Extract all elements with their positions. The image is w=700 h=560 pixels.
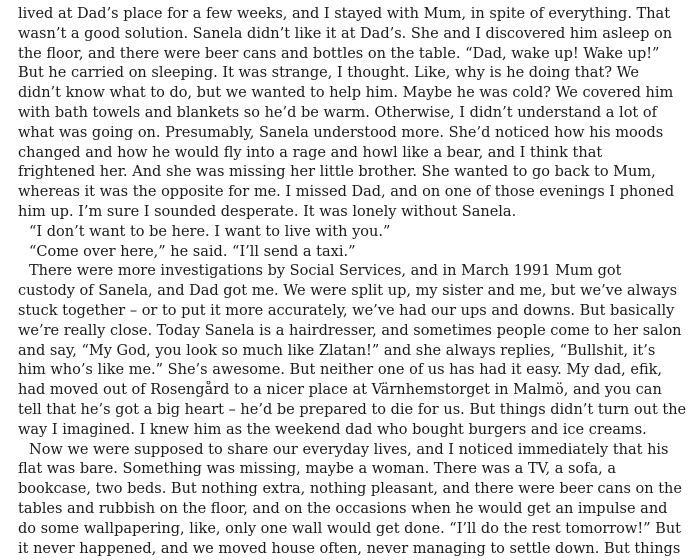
text-line: But he carried on sleeping. It was strange, I thought. Like, why is he doing that? We (18, 65, 639, 82)
text-line: what was going on. Presumably, Sanela understood more. She’d noticed how his moods (18, 124, 664, 141)
text-line: whereas it was the opposite for me. I missed Dad, and on one of those evenings I phoned (18, 184, 675, 201)
text-line: had moved out of Rosengård to a nicer place at Värnhemstorget in Malmö, and you can (18, 382, 662, 399)
text-line: tables and rubbish on the floor, and on the occasions when he would get an impulse and (18, 500, 668, 517)
text-line: lived at Dad’s place for a few weeks, and I stayed with Mum, in spite of everything. That (18, 6, 671, 22)
text-line: him up. I’m sure I sounded desperate. It was lonely without Sanela. (18, 203, 517, 220)
text-line: with bath towels and blankets so he’d be warm. Otherwise, I didn’t understand a lot of (18, 104, 657, 121)
text-line: stuck together – or to put it more accurately, we’ve had our ups and downs. But basically (18, 302, 675, 319)
text-line: didn’t know what to do, but we wanted to help him. Maybe he was cold? We covered him (18, 85, 674, 102)
text-line: wasn’t a good solution. Sanela didn’t like it at Dad’s. She and I discovered him asleep on (18, 25, 673, 42)
text-line: changed and how he would fly into a rage and howl like a bear, and I think that (18, 144, 603, 161)
text-line: frightened her. And she was missing her little brother. She wanted to go back to Mum, (18, 164, 656, 181)
text-line: him who’s like me.” She’s awesome. But neither one of us has had it easy. My dad, efik, (18, 362, 663, 379)
text-line: way I imagined. I knew him as the weekend dad who bought burgers and ice creams. (18, 421, 647, 438)
text-line: Now we were supposed to share our everyday lives, and I noticed immediately that his (29, 441, 669, 458)
text-line: it never happened, and we moved house often, never managing to settle down. But things (18, 540, 681, 557)
text-line: “I don’t want to be here. I want to live with you.” (29, 223, 391, 240)
text-line: tell that he’s got a big heart – he’d be prepared to die for us. But things didn’t turn out the (18, 401, 687, 418)
document-page (18, 5, 696, 559)
text-line: the floor, and there were beer cans and bottles on the table. “Dad, wake up! Wake up!” (18, 45, 660, 62)
text-line: do some wallpapering, like, only one wall would get done. “I’ll do the rest tomorrow!” But (18, 520, 681, 537)
text-line: we’re really close. Today Sanela is a hairdresser, and sometimes people come to her salon (18, 322, 682, 339)
text-line: custody of Sanela, and Dad got me. We were split up, my sister and me, but we’ve always (18, 283, 678, 300)
text-line: There were more investigations by Social Services, and in March 1991 Mum got (29, 263, 622, 280)
text-line: flat was bare. Something was missing, maybe a woman. There was a TV, a sofa, a (18, 461, 616, 478)
text-body (18, 5, 696, 559)
text-line: bookcase, two beds. But nothing extra, nothing pleasant, and there were beer cans on the (18, 481, 682, 498)
text-line: and say, “My God, you look so much like Zlatan!” and she always replies, “Bullshit, it’s (18, 342, 656, 359)
text-line: “Come over here,” he said. “I’ll send a taxi.” (29, 243, 356, 260)
